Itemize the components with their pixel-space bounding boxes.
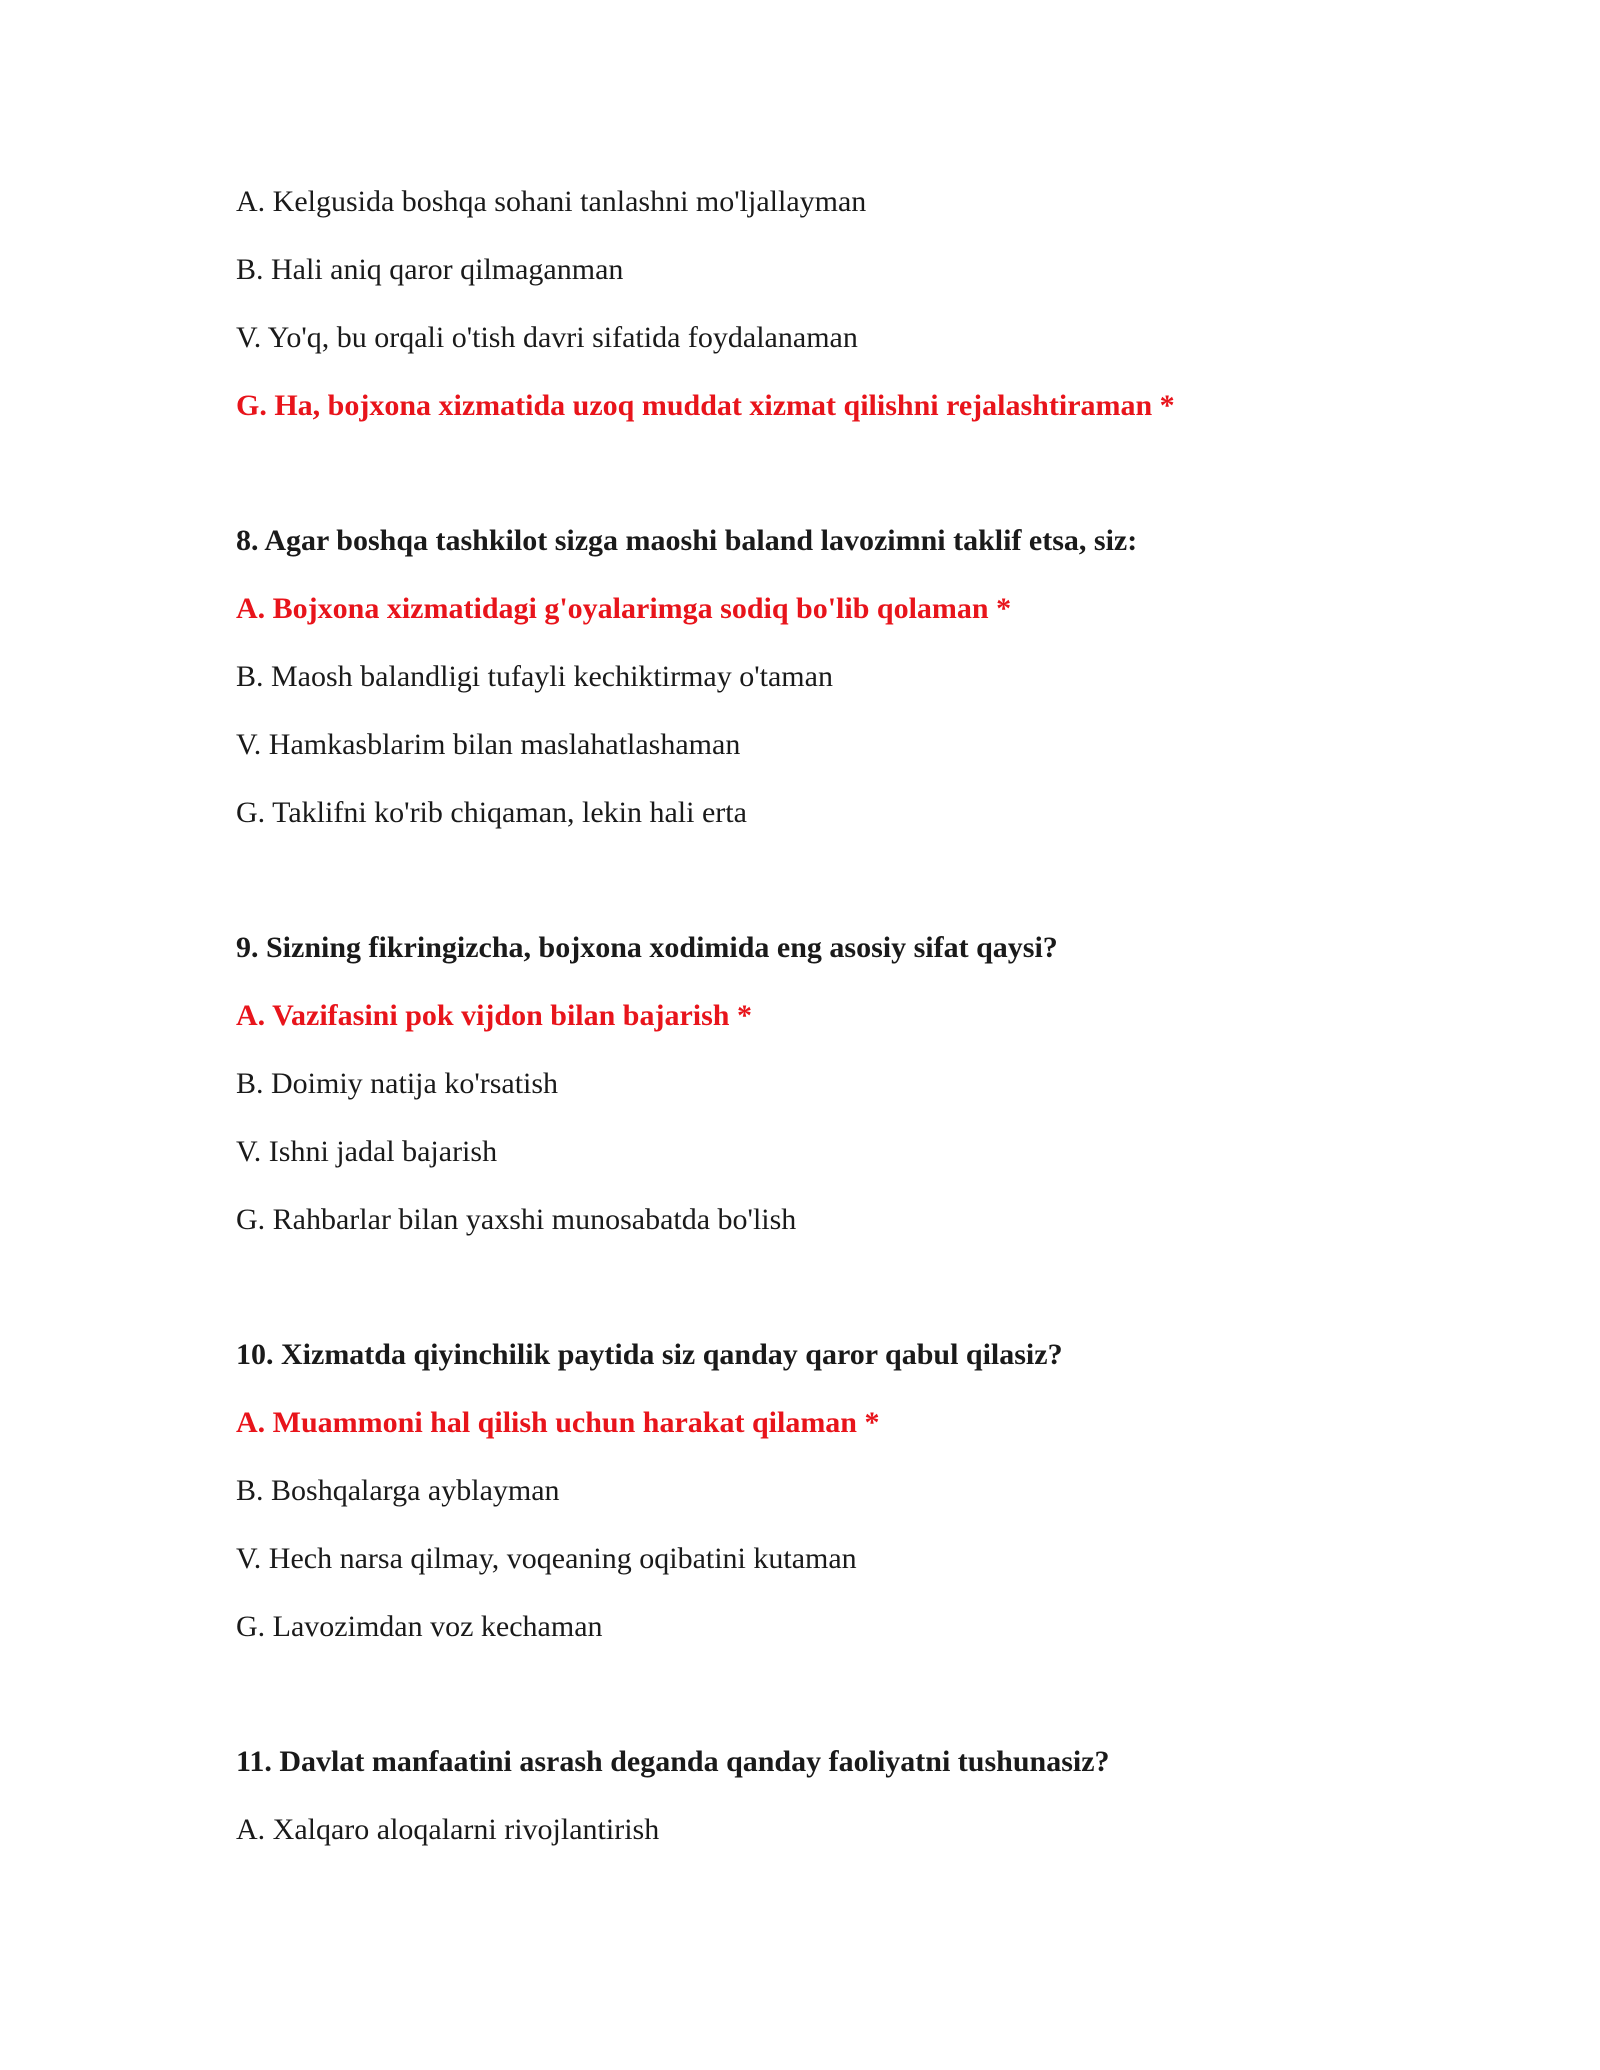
q8-option-b: B. Maosh balandligi tufayli kechiktirmay o'taman bbox=[236, 660, 833, 693]
q9-option-a-correct: A. Vazifasini pok vijdon bilan bajarish * bbox=[236, 999, 752, 1032]
q8-option-g: G. Taklifni ko'rib chiqaman, lekin hali erta bbox=[236, 796, 747, 829]
q7-option-a: A. Kelgusida boshqa sohani tanlashni mo'ljallayman bbox=[236, 185, 867, 218]
q10-option-b: B. Boshqalarga ayblayman bbox=[236, 1474, 560, 1507]
spacer bbox=[236, 456, 1436, 523]
q9-option-b: B. Doimiy natija ko'rsatish bbox=[236, 1067, 559, 1100]
q10-option-g: G. Lavozimdan voz kechaman bbox=[236, 1610, 603, 1643]
q10-option-a-correct: A. Muammoni hal qilish uchun harakat qilaman * bbox=[236, 1406, 880, 1439]
q8-option-a-correct: A. Bojxona xizmatidagi g'oyalarimga sodiq bo'lib qolaman * bbox=[236, 592, 1012, 625]
document-content bbox=[236, 184, 1436, 1880]
q8-question: 8. Agar boshqa tashkilot sizga maoshi baland lavozimni taklif etsa, siz: bbox=[236, 524, 1138, 557]
spacer bbox=[236, 863, 1436, 930]
q10-option-v: V. Hech narsa qilmay, voqeaning oqibatini kutaman bbox=[236, 1542, 857, 1575]
q7-option-b: B. Hali aniq qaror qilmaganman bbox=[236, 253, 624, 286]
spacer bbox=[236, 1270, 1436, 1337]
q9-option-g: G. Rahbarlar bilan yaxshi munosabatda bo'lish bbox=[236, 1203, 797, 1236]
q7-option-g-correct: G. Ha, bojxona xizmatida uzoq muddat xizmat qilishni rejalashtiraman * bbox=[236, 389, 1175, 422]
q11-option-a: A. Xalqaro aloqalarni rivojlantirish bbox=[236, 1813, 660, 1846]
q8-option-v: V. Hamkasblarim bilan maslahatlashaman bbox=[236, 728, 741, 761]
q7-option-v: V. Yo'q, bu orqali o'tish davri sifatida foydalanaman bbox=[236, 321, 858, 354]
q11-question: 11. Davlat manfaatini asrash deganda qanday faoliyatni tushunasiz? bbox=[236, 1745, 1110, 1778]
spacer bbox=[236, 1677, 1436, 1744]
q10-question: 10. Xizmatda qiyinchilik paytida siz qanday qaror qabul qilasiz? bbox=[236, 1338, 1063, 1371]
q9-option-v: V. Ishni jadal bajarish bbox=[236, 1135, 498, 1168]
q9-question: 9. Sizning fikringizcha, bojxona xodimida eng asosiy sifat qaysi? bbox=[236, 931, 1058, 964]
